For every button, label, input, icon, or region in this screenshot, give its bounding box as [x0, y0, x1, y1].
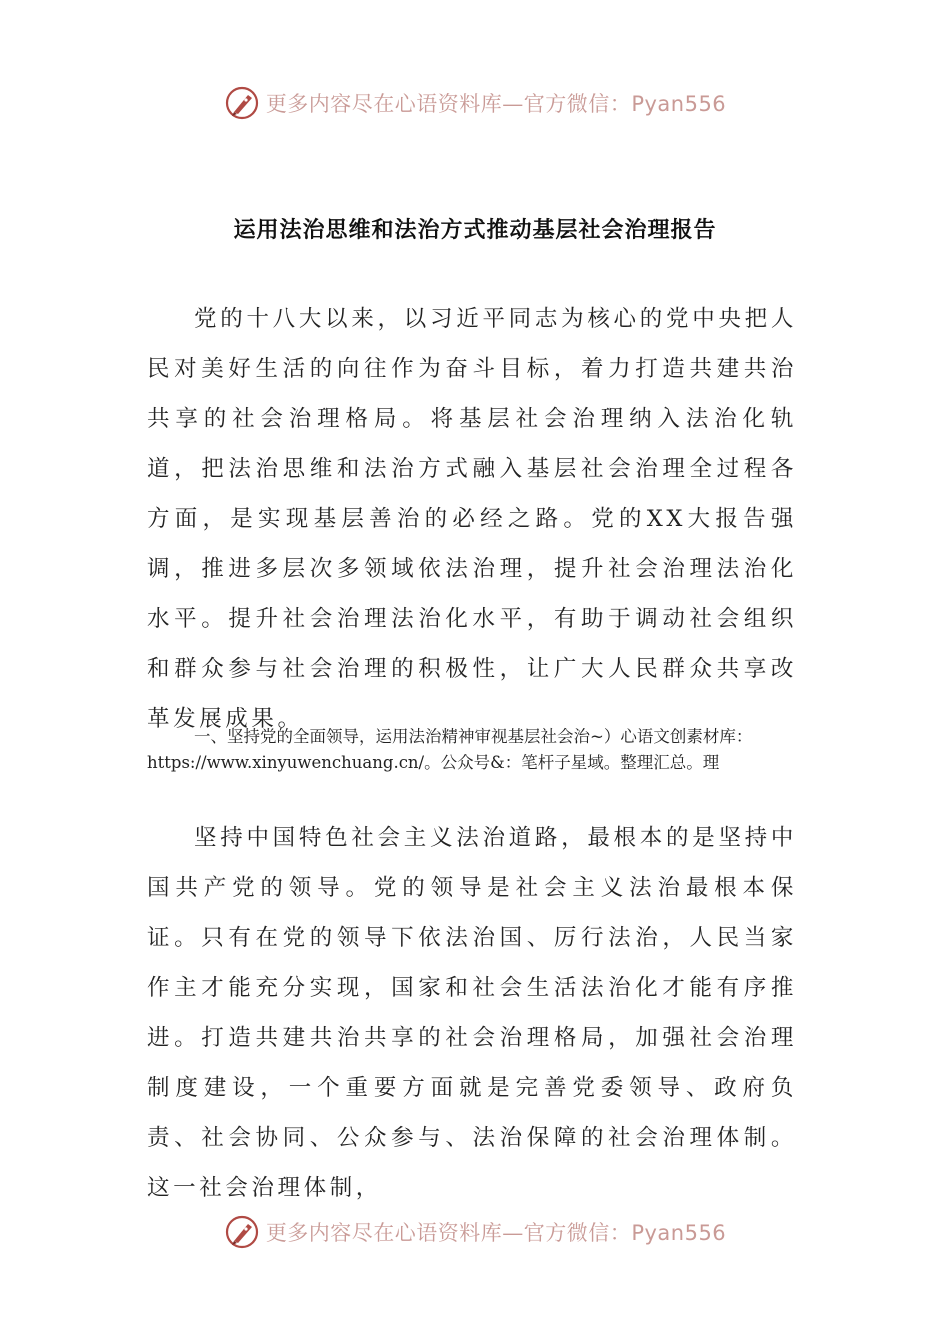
footer-banner-text: 更多内容尽在心语资料库—官方微信：Pyan556: [265, 1221, 727, 1245]
footer-banner-handle: Pyan556: [631, 1221, 727, 1245]
header-banner: [0, 83, 950, 123]
footer-banner: [0, 1212, 950, 1252]
section-heading-note: 一、坚持党的全面领导，运用法治精神审视基层社会治~）心语文创素材库：https://www.xinyuwenchuang.cn/。公众号&：笔杆子星域。整理汇总。理: [147, 727, 753, 772]
paragraph-intro: 党的十八大以来，以习近平同志为核心的党中央把人民对美好生活的向往作为奋斗目标，着力打造共建共治共享的社会治理格局。将基层社会治理纳入法治化轨道，把法治思维和法治方式融入基层社会治理全过程各方面，是实现基层善治的必经之路。党的XX大报告强调，推进多层次多领域依法治理，提升社会治理法治化水平。提升社会治理法治化水平，有助于调动社会组织和群众参与社会治理的积极性，让广大人民群众共享改革发展成果。: [147, 306, 797, 732]
pen-nib-icon: [224, 85, 260, 121]
header-banner-text: 更多内容尽在心语资料库—官方微信：Pyan556: [265, 92, 727, 116]
header-banner-handle: Pyan556: [631, 92, 727, 116]
paragraph-party-leadership: 坚持中国特色社会主义法治道路，最根本的是坚持中国共产党的领导。党的领导是社会主义法治最根本保证。只有在党的领导下依法治国、厉行法治，人民当家作主才能充分实现，国家和社会生活法治化才能有序推进。打造共建共治共享的社会治理格局，加强社会治理制度建设，一个重要方面就是完善党委领导、政府负责、社会协同、公众参与、法治保障的社会治理体制。这一社会治理体制，: [147, 825, 797, 1201]
document-title: 运用法治思维和法治方式推动基层社会治理报告: [233, 217, 717, 243]
pen-nib-icon: [224, 1214, 260, 1250]
